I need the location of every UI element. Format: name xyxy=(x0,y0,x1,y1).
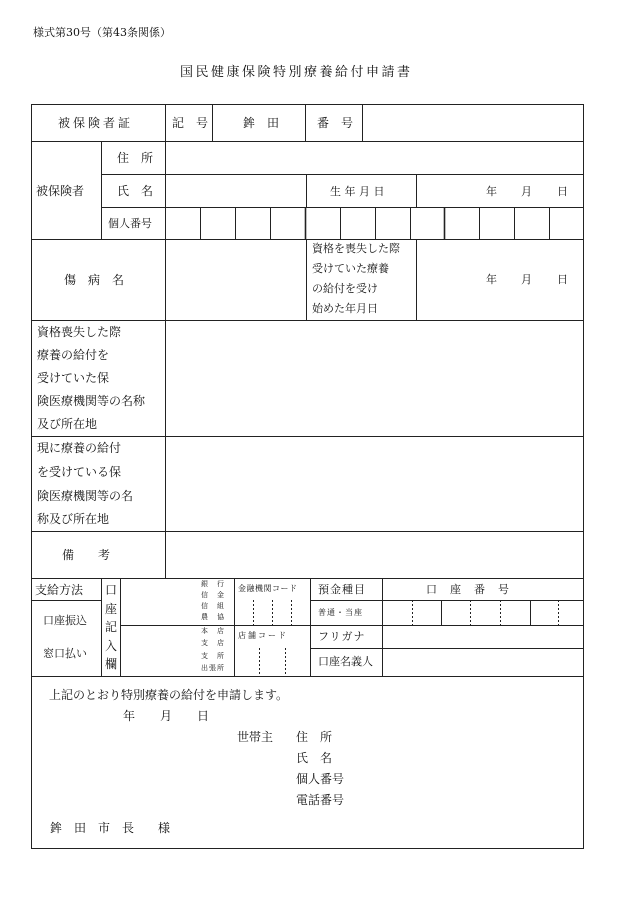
my-number-field[interactable] xyxy=(167,209,582,238)
addressee: 鉾 田 市 長 様 xyxy=(50,821,171,835)
address-label: 住 所 xyxy=(117,151,154,165)
head-mynumber-label: 個人番号 xyxy=(296,772,345,786)
prev-inst-line-3: 受けていた保 xyxy=(37,371,110,385)
curr-inst-line-4: 称及び所在地 xyxy=(37,512,110,526)
account-field-label: 口 座 記 入 欄 xyxy=(105,583,118,671)
insured-card-label: 被保険者証 xyxy=(58,116,134,130)
disease-label: 傷 病 名 xyxy=(64,273,125,287)
prev-inst-line-2: 療養の給付を xyxy=(37,348,110,362)
furigana-field[interactable] xyxy=(384,627,582,647)
bangou-label: 番 号 xyxy=(317,116,354,130)
form-number: 様式第30号（第43条関係） xyxy=(33,26,171,39)
lost-qual-line-1: 資格を喪失した際 xyxy=(312,242,400,255)
birth-date-label: 生 年 月 日 xyxy=(330,185,385,198)
birth-day-unit: 日 xyxy=(557,185,568,198)
curr-inst-line-3: 険医療機関等の名 xyxy=(37,489,134,503)
prev-inst-line-1: 資格喪失した際 xyxy=(37,325,122,339)
insured-label: 被保険者 xyxy=(36,184,85,198)
counter-option[interactable]: 窓口払い xyxy=(43,647,87,660)
declaration-statement: 上記のとおり特別療養の給付を申請します。 xyxy=(49,688,289,702)
head-phone-label: 電話番号 xyxy=(296,793,345,807)
account-holder-label: 口座名義人 xyxy=(318,655,373,668)
bank-name-field[interactable] xyxy=(122,580,206,624)
account-holder-field[interactable] xyxy=(384,650,582,675)
branch-code-field[interactable] xyxy=(236,650,309,675)
curr-institution-field[interactable] xyxy=(167,438,582,530)
address-field[interactable] xyxy=(167,143,582,173)
household-head-label: 世帯主 xyxy=(237,730,274,744)
prev-institution-field[interactable] xyxy=(167,322,582,435)
head-address-label: 住 所 xyxy=(296,730,333,744)
deposit-type-label: 預金種目 xyxy=(318,583,366,596)
my-number-label: 個人番号 xyxy=(108,217,152,230)
birth-month-unit: 月 xyxy=(521,185,532,198)
remarks-label: 備 考 xyxy=(62,548,111,562)
account-number-field[interactable] xyxy=(384,602,582,624)
lost-qual-line-4: 始めた年月日 xyxy=(312,302,378,315)
lost-qual-line-3: の給付を受け xyxy=(312,282,378,295)
branch-type-list: 本 店 支 店 支 所 出張所 xyxy=(201,627,225,672)
prev-inst-line-4: 険医療機関等の名称 xyxy=(37,394,146,408)
payment-method-label: 支給方法 xyxy=(35,583,84,597)
bank-code-field[interactable] xyxy=(236,602,309,624)
name-label: 氏 名 xyxy=(117,184,154,198)
lost-qual-line-2: 受けていた療養 xyxy=(312,262,389,275)
furigana-label: フリガナ xyxy=(318,630,366,643)
curr-inst-line-2: を受けている保 xyxy=(37,465,122,479)
branch-name-field[interactable] xyxy=(122,627,206,675)
head-name-label: 氏 名 xyxy=(296,751,333,765)
start-year-unit: 年 xyxy=(486,273,497,286)
remarks-field[interactable] xyxy=(167,533,582,577)
decl-year-unit: 年 xyxy=(123,709,136,723)
deposit-type-options[interactable]: 普通・当座 xyxy=(318,608,363,617)
birth-year-unit: 年 xyxy=(486,185,497,198)
transfer-option[interactable]: 口座振込 xyxy=(43,614,87,627)
start-month-unit: 月 xyxy=(521,273,532,286)
bank-code-label: 金融機関コード xyxy=(238,584,298,593)
branch-code-label: 店舗コード xyxy=(238,631,288,640)
name-field[interactable] xyxy=(167,176,305,206)
prev-inst-line-5: 及び所在地 xyxy=(37,417,98,431)
decl-day-unit: 日 xyxy=(197,709,210,723)
disease-field[interactable] xyxy=(167,241,305,319)
account-number-label: 口 座 番 号 xyxy=(426,583,510,596)
head-info-field[interactable] xyxy=(360,727,580,811)
start-day-unit: 日 xyxy=(557,273,568,286)
bank-type-list: 銀 行 信 金 信 組 農 協 xyxy=(201,580,225,621)
kigou-label: 記 号 xyxy=(172,116,209,130)
insured-number-field[interactable] xyxy=(363,106,582,140)
city-code: 鉾 田 xyxy=(243,116,280,130)
curr-inst-line-1: 現に療養の給付 xyxy=(37,441,122,455)
decl-month-unit: 月 xyxy=(160,709,173,723)
page-title: 国民健康保険特別療養給付申請書 xyxy=(180,65,413,80)
